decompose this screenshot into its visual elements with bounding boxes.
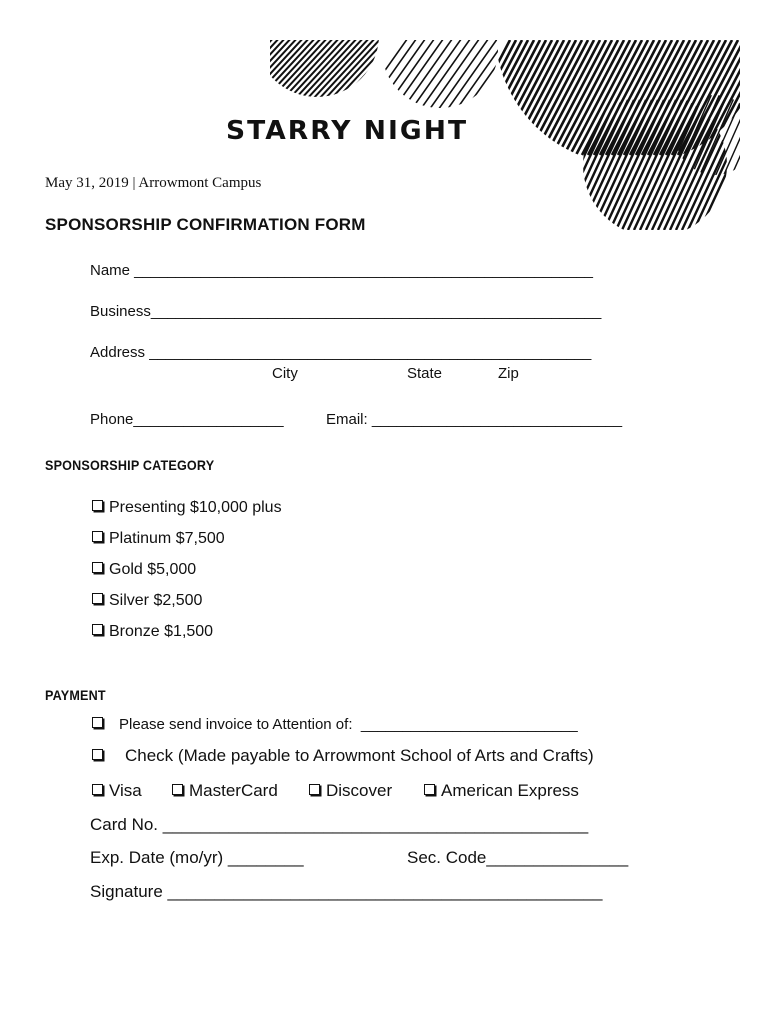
option-label: Bronze $1,500 <box>109 623 214 640</box>
check-label: Check (Made payable to Arrowmont School of Arts and Crafts) <box>125 746 594 765</box>
checkbox-icon[interactable] <box>92 784 103 795</box>
phone-field[interactable]: Phone__________________ <box>90 411 284 428</box>
checkbox-icon[interactable] <box>92 531 103 542</box>
option-platinum[interactable] <box>92 530 225 548</box>
card-label: MasterCard <box>189 781 278 800</box>
city-label: City <box>272 365 298 382</box>
payment-heading: PAYMENT <box>45 687 106 703</box>
invoice-label: Please send invoice to Attention of: __________________________ <box>119 716 578 733</box>
check-option[interactable] <box>92 746 594 766</box>
checkbox-icon[interactable] <box>92 717 103 728</box>
option-bronze[interactable] <box>92 623 213 641</box>
address-field[interactable]: Address _____________________________________________________ <box>90 344 592 361</box>
business-field[interactable]: Business______________________________________________________ <box>90 303 602 320</box>
checkbox-icon[interactable] <box>424 784 435 795</box>
checkbox-icon[interactable] <box>92 624 103 635</box>
event-title: STARRY NIGHT <box>226 116 469 146</box>
option-label: Platinum $7,500 <box>109 530 225 547</box>
card-label: Visa <box>109 781 142 800</box>
option-label: Silver $2,500 <box>109 592 203 609</box>
checkbox-icon[interactable] <box>92 593 103 604</box>
card-number-field[interactable]: Card No. _____________________________________________ <box>90 815 589 834</box>
sponsorship-category-heading: SPONSORSHIP CATEGORY <box>45 457 215 473</box>
checkbox-icon[interactable] <box>309 784 320 795</box>
invoice-option[interactable] <box>92 716 578 733</box>
security-code-field[interactable]: Sec. Code_______________ <box>407 848 629 867</box>
event-dateline: May 31, 2019 | Arrowmont Campus <box>45 175 262 191</box>
state-label: State <box>407 365 443 382</box>
email-field[interactable]: Email: ______________________________ <box>326 411 623 428</box>
checkbox-icon[interactable] <box>92 749 103 760</box>
card-mastercard[interactable] <box>172 781 278 801</box>
card-label: Discover <box>326 781 393 800</box>
exp-date-field[interactable]: Exp. Date (mo/yr) ________ <box>90 848 304 867</box>
signature-field[interactable]: Signature ______________________________________________ <box>90 882 603 901</box>
option-gold[interactable] <box>92 561 196 579</box>
card-discover[interactable] <box>309 781 392 801</box>
form-title: SPONSORSHIP CONFIRMATION FORM <box>45 215 366 234</box>
card-amex[interactable] <box>424 781 579 801</box>
option-silver[interactable] <box>92 592 202 610</box>
option-presenting[interactable] <box>92 499 282 517</box>
option-label: Presenting $10,000 plus <box>109 499 282 516</box>
card-label: American Express <box>441 781 579 800</box>
card-visa[interactable] <box>92 781 142 801</box>
checkbox-icon[interactable] <box>92 562 103 573</box>
name-field[interactable]: Name _______________________________________________________ <box>90 262 594 279</box>
checkbox-icon[interactable] <box>92 500 103 511</box>
option-label: Gold $5,000 <box>109 561 197 578</box>
checkbox-icon[interactable] <box>172 784 183 795</box>
zip-label: Zip <box>498 365 519 382</box>
